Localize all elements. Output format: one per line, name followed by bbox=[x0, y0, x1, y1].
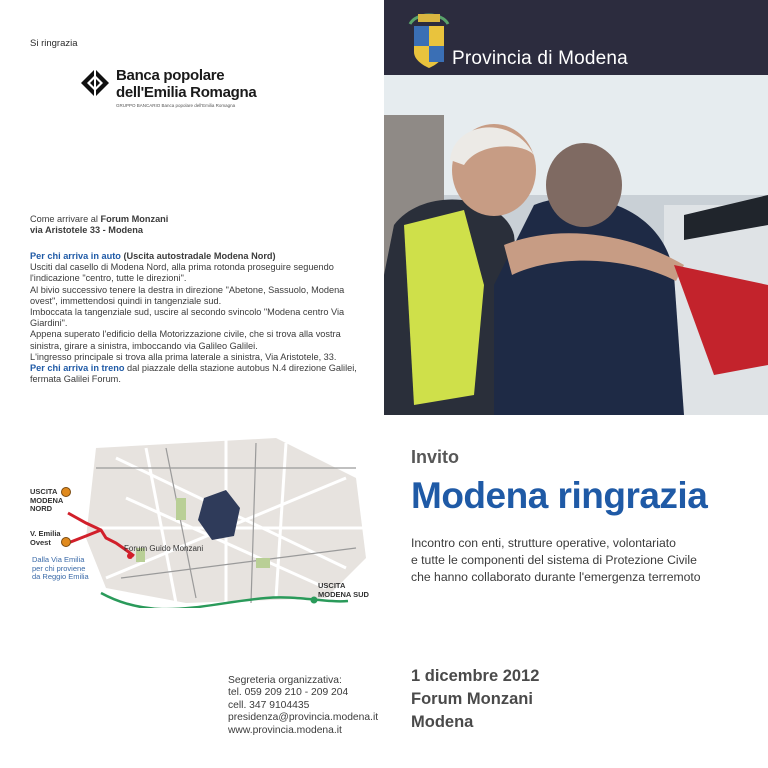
secretariat-title: Segreteria organizzativa: bbox=[228, 675, 342, 686]
car-line: Usciti dal casello di Modena Nord, alla prima rotonda proseguire seguendo bbox=[30, 262, 334, 273]
directions-address: via Aristotele 33 - Modena bbox=[30, 225, 144, 236]
secretariat-tel: tel. 059 209 210 - 209 204 bbox=[228, 687, 349, 699]
map-via-emilia-label: V. Emilia Ovest bbox=[30, 529, 61, 547]
map-forum-label: Forum Guido Monzani bbox=[124, 544, 204, 553]
invite-label: Invito bbox=[411, 447, 459, 467]
secretariat-email[interactable]: presidenza@provincia.modena.it bbox=[228, 712, 379, 724]
main-title: Modena ringrazia bbox=[411, 475, 708, 516]
event-city: Modena bbox=[411, 713, 474, 731]
map-from-reggio-label: Dalla Via Emilia per chi proviene da Reggio Emilia bbox=[32, 555, 89, 581]
directions-heading-prefix: Come arrivare al bbox=[30, 214, 101, 224]
province-crest-icon bbox=[406, 6, 452, 70]
map-exit-south-label: USCITA MODENA SUD bbox=[318, 581, 369, 599]
location-map bbox=[26, 438, 371, 608]
map-exit-north-label: USCITA MODENA NORD bbox=[30, 487, 64, 513]
subtitle-line: Incontro con enti, strutture operative, volontariato bbox=[411, 536, 676, 550]
thanks-label: Si ringrazia bbox=[30, 38, 78, 49]
secretariat-contacts bbox=[228, 675, 378, 737]
event-details bbox=[411, 665, 539, 734]
car-line: sinistra, girare a sinistra, imboccando via Galileo Galilei. bbox=[30, 340, 258, 351]
directions-heading bbox=[30, 214, 370, 236]
bank-group-label: GRUPPO BANCARIO Banca popolare dell'Emilia Romagna bbox=[116, 103, 236, 108]
directions-venue: Forum Monzani bbox=[100, 214, 169, 224]
secretariat-website[interactable]: www.provincia.modena.it bbox=[228, 724, 342, 736]
bank-logo-icon bbox=[80, 68, 110, 98]
subtitle-line: che hanno collaborato durante l'emergenza terremoto bbox=[411, 570, 701, 584]
car-line: L'ingresso principale si trova alla prima laterale a sinistra, Via Aristotele, 33. bbox=[30, 351, 337, 362]
train-label: Per chi arriva in treno bbox=[30, 363, 125, 374]
province-name: Provincia di Modena bbox=[452, 48, 628, 69]
train-text-2: fermata Galilei Forum. bbox=[30, 374, 121, 385]
event-venue: Forum Monzani bbox=[411, 690, 533, 708]
car-label-suffix: (Uscita autostradale Modena Nord) bbox=[120, 251, 276, 261]
bank-name-line2: dell'Emilia Romagna bbox=[116, 84, 257, 101]
hug-photo bbox=[384, 75, 768, 415]
car-line: Imboccata la tangenziale sud, uscire al secondo svincolo "Modena centro Via bbox=[30, 307, 345, 318]
car-label: Per chi arriva in auto bbox=[30, 251, 121, 261]
car-line: l'indicazione "centro, tutte le direzioni". bbox=[30, 273, 187, 284]
car-line: Appena superato l'edificio della Motorizzazione civile, che si trova alla vostra bbox=[30, 329, 341, 340]
train-text: dal piazzale della stazione autobus N.4 direzione Galilei, bbox=[124, 363, 357, 374]
secretariat-cell: cell. 347 9104435 bbox=[228, 699, 310, 711]
event-date: 1 dicembre 2012 bbox=[411, 667, 540, 685]
car-line: ovest", immettendosi quindi in tangenziale sud. bbox=[30, 295, 222, 306]
bank-name-line1: Banca popolare bbox=[116, 67, 225, 84]
subtitle-line: e tutte le componenti del sistema di Protezione Civile bbox=[411, 553, 697, 567]
car-line: Al bivio successivo tenere la destra in direzione "Abetone, Sassuolo, Modena bbox=[30, 284, 345, 295]
car-line: Giardini". bbox=[30, 318, 68, 329]
directions-body bbox=[30, 251, 370, 385]
invite-subtitle bbox=[411, 535, 751, 586]
